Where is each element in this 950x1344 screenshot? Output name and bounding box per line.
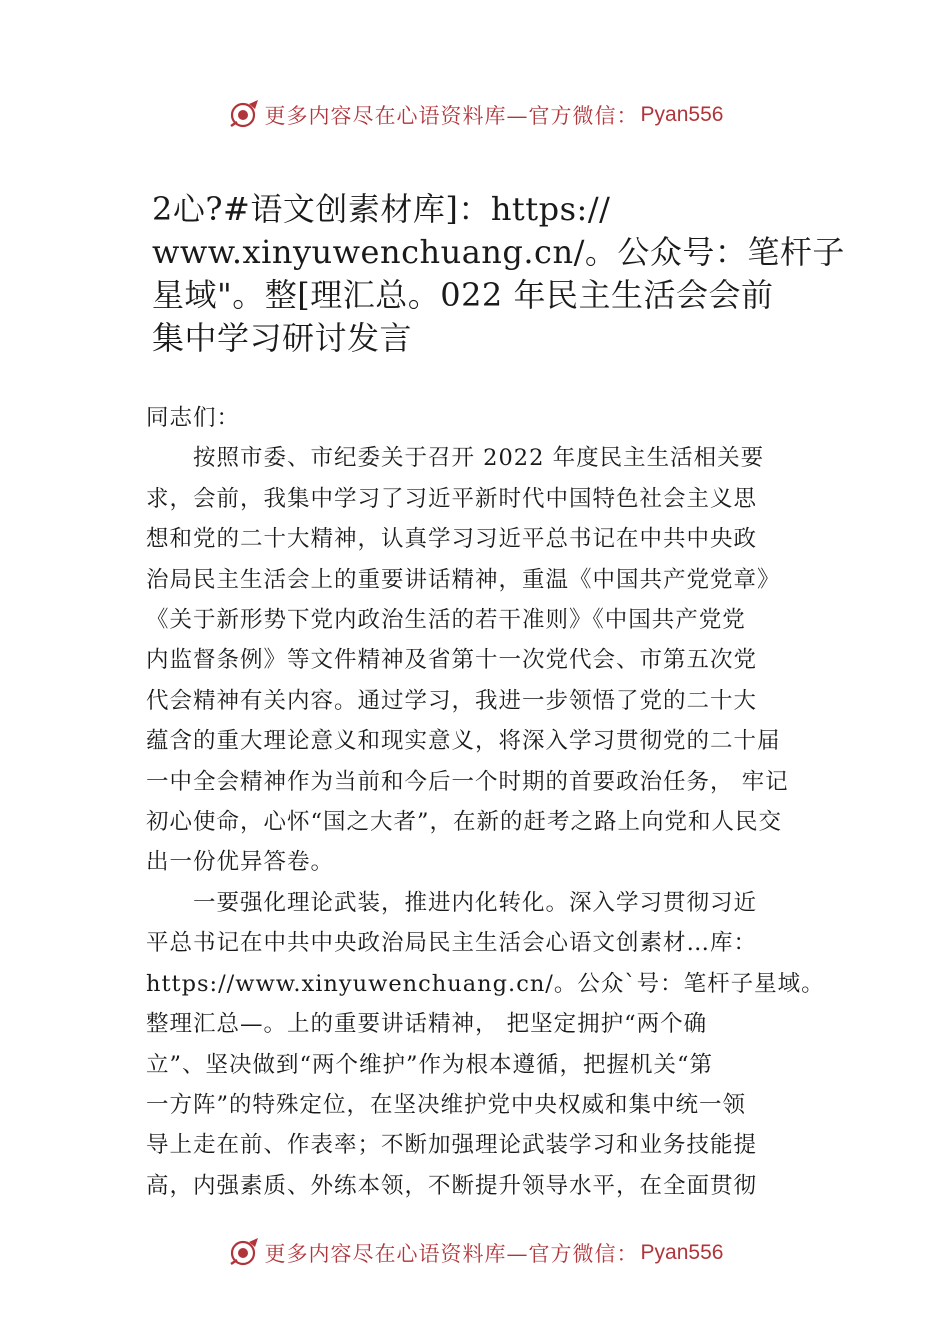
- body-line: https://www.xinyuwenchuang.cn/。公众`号：笔杆子星域。: [146, 970, 825, 997]
- body-line: 代会精神有关内容。通过学习，我进一步领悟了党的二十大: [146, 687, 758, 714]
- footer-banner: [0, 1233, 950, 1273]
- banner-brand-text: 更多内容尽在心语资料库—官方微信：: [264, 104, 639, 128]
- body-line: 想和党的二十大精神，认真学习习近平总书记在中共中央政: [146, 526, 758, 553]
- title-line: 集中学习研讨发言: [152, 319, 413, 357]
- body-line: 按照市委、市纪委关于召开 2022 年度民主生活相关要: [146, 445, 765, 472]
- body-line: 出一份优异答卷。: [146, 849, 335, 876]
- body-line: 一中全会精神作为当前和今后一个时期的首要政治任务， 牢记: [146, 768, 789, 795]
- title-line: 2心?#语文创素材库]：https://: [152, 190, 611, 228]
- salutation: 同志们：: [146, 405, 241, 431]
- banner-wechat-id: Pyan556: [640, 1241, 724, 1264]
- body-line: 平总书记在中共中央政治局民主生活会心语文创素材…库：: [146, 930, 758, 957]
- title-line: www.xinyuwenchuang.cn/。公众号：笔杆子: [152, 233, 845, 271]
- document-title: [152, 188, 845, 360]
- body-line: 整理汇总—。上的重要讲话精神， 把坚定拥护“两个确: [146, 1011, 708, 1038]
- body-line: 蕴含的重大理论意义和现实意义，将深入学习贯彻党的二十届: [146, 728, 781, 755]
- pen-seal-logo-icon: [227, 1236, 261, 1270]
- body-line: 求，会前，我集中学习了习近平新时代中国特色社会主义思: [146, 485, 758, 512]
- body-line: 《关于新形势下党内政治生活的若干准则》《中国共产党党: [146, 607, 746, 634]
- body-line: 一方阵”的特殊定位，在坚决维护党中央权威和集中统一领: [146, 1091, 747, 1118]
- banner-wechat-id: Pyan556: [640, 103, 724, 126]
- body-line: 初心使命，心怀“国之大者”，在新的赶考之路上向党和人民交: [146, 809, 783, 836]
- header-banner: [0, 95, 950, 135]
- body-line: 一要强化理论武装，推进内化转化。深入学习贯彻习近: [146, 889, 758, 916]
- pen-seal-logo-icon: [227, 98, 261, 132]
- body-line: 立”、坚决做到“两个维护”作为根本遵循，把握机关“第: [146, 1051, 714, 1078]
- title-line: 星域"。整[理汇总。022 年民主生活会会前: [152, 276, 774, 314]
- document-body: [146, 398, 826, 1206]
- body-line: 内监督条例》等文件精神及省第十一次党代会、市第五次党: [146, 647, 758, 674]
- banner-brand-text: 更多内容尽在心语资料库—官方微信：: [264, 1242, 639, 1266]
- body-line: 治局民主生活会上的重要讲话精神，重温《中国共产党党章》: [146, 566, 781, 593]
- body-line: 导上走在前、作表率；不断加强理论武装学习和业务技能提: [146, 1132, 758, 1159]
- body-line: 高，内强素质、外练本领，不断提升领导水平，在全面贯彻: [146, 1172, 758, 1199]
